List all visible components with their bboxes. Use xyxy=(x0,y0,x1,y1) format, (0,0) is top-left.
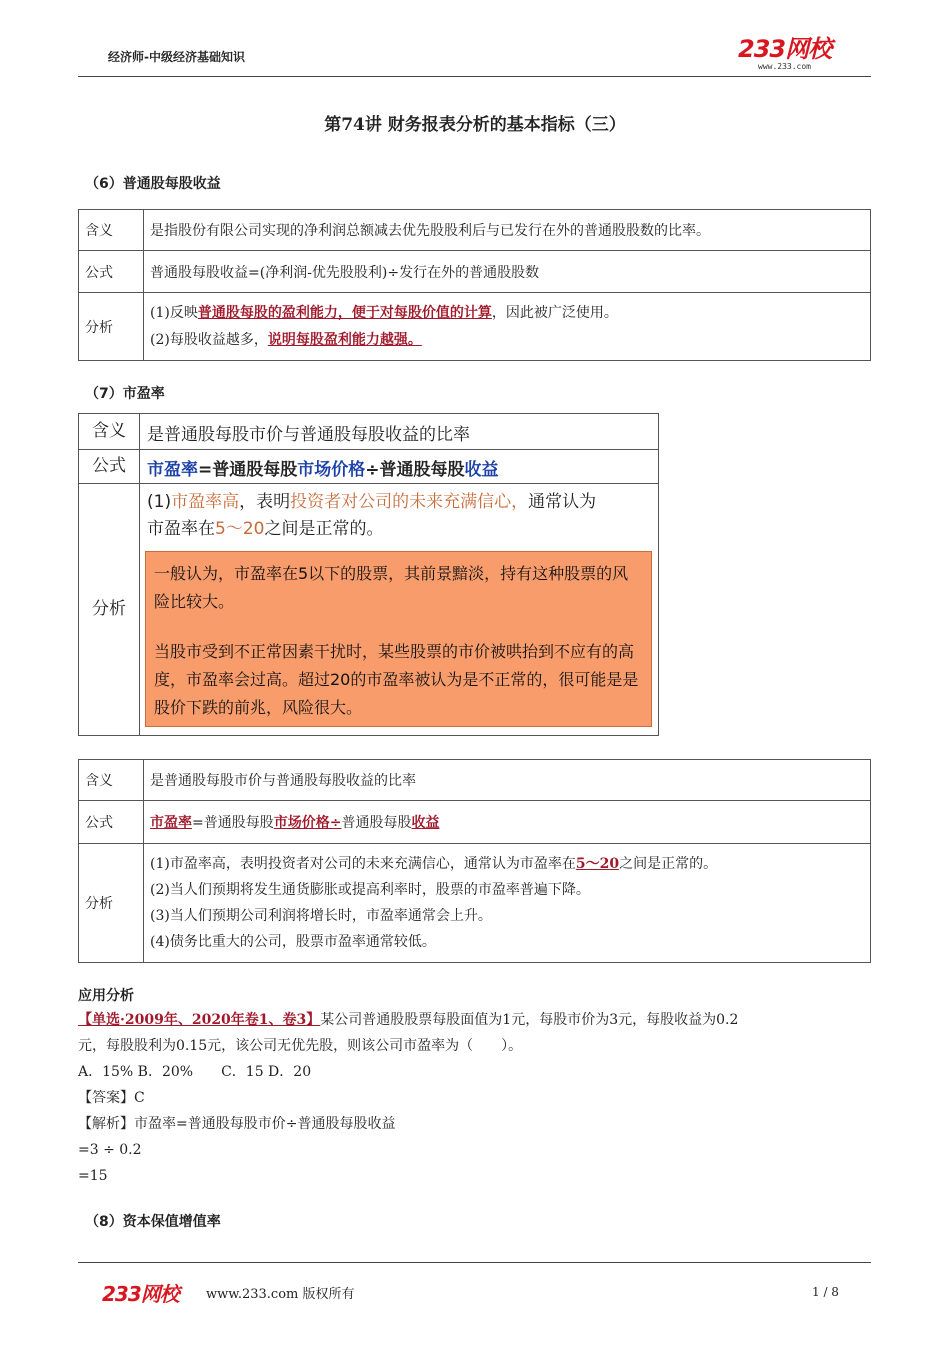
table-row xyxy=(79,760,871,801)
logo-url: www.233.com xyxy=(758,62,811,71)
answer-line: 【答案】C xyxy=(78,1090,145,1106)
row-key: 分析 xyxy=(79,484,140,735)
analysis-line: (3)当人们预期公司利润将增长时，市盈率通常会上升。 xyxy=(150,908,492,924)
highlight-text: 普通股每股的盈利能力，便于对每股价值的计算 xyxy=(197,304,492,321)
highlight-text: 市盈率高 xyxy=(171,492,240,512)
row-key: 公式 xyxy=(79,450,140,483)
question-text: 某公司普通股股票每股面值为1元，每股市价为3元，每股收益为0.2 xyxy=(320,1012,739,1028)
calc-line: =3 ÷ 0.2 xyxy=(78,1142,142,1158)
application-heading: 应用分析 xyxy=(78,988,134,1004)
note-paragraph: 一般认为，市盈率在5以下的股票，其前景黯淡，持有这种股票的风险比较大。 xyxy=(154,564,629,611)
formula-term: 市场价格 xyxy=(297,460,366,480)
row-value xyxy=(144,293,871,361)
logo-text: 233网校 xyxy=(738,35,832,63)
analysis-line: (4)债务比重大的公司，股票市盈率通常较低。 xyxy=(150,934,436,950)
row-value: 普通股每股收益=(净利润-优先股股利)÷发行在外的普通股股数 xyxy=(144,251,871,293)
brand-logo xyxy=(738,36,850,76)
formula-term: =普通股每股 xyxy=(192,815,274,831)
row-key: 含义 xyxy=(79,414,140,449)
highlight-text: 5～20 xyxy=(215,519,265,539)
question-block xyxy=(78,1007,878,1189)
row-key: 公式 xyxy=(79,251,144,293)
text: (1)市盈率高，表明投资者对公司的未来充满信心，通常认为市盈率在 xyxy=(150,856,576,872)
text: 市盈率在 xyxy=(147,519,215,539)
table-row xyxy=(79,801,871,844)
text: (2)每股收益越多， xyxy=(150,331,268,348)
row-value xyxy=(144,801,871,844)
table-row xyxy=(79,210,871,251)
question-tag: 【单选·2009年、2020年卷1、卷3】 xyxy=(78,1012,321,1028)
row-value: 是普通股每股市价与普通股每股收益的比率 xyxy=(144,760,871,801)
highlight-text: 5～20 xyxy=(575,856,620,872)
table-row xyxy=(79,251,871,293)
row-key: 分析 xyxy=(79,293,144,361)
header-course-title: 经济师-中级经济基础知识 xyxy=(108,50,245,64)
formula-term: 市场价格÷ xyxy=(273,815,342,831)
highlight-text: 投资者对公司的未来充满信心， xyxy=(290,492,529,512)
calc-line: =15 xyxy=(78,1168,108,1184)
analysis-line: (2)当人们预期将发生通货膨胀或提高利率时，股票的市盈率普遍下降。 xyxy=(150,882,590,898)
text: ，因此被广泛使用。 xyxy=(491,304,618,321)
row-value: 是指股份有限公司实现的净利润总额减去优先股股利后与已发行在外的普通股股数的比率。 xyxy=(144,210,871,251)
formula-term: ÷普通股每股 xyxy=(365,460,465,480)
formula-term: 普通股每股 xyxy=(341,815,412,831)
page-title: 第74讲 财务报表分析的基本指标（三） xyxy=(324,115,626,135)
table-row xyxy=(79,293,871,361)
pe-ratio-table xyxy=(78,759,871,963)
note-box xyxy=(145,551,652,727)
row-value xyxy=(147,489,657,543)
formula-term: 市盈率 xyxy=(147,460,198,480)
page-number: 1 / 8 xyxy=(812,1285,839,1299)
question-text: 元，每股股利为0.15元，该公司无优先股，则该公司市盈率为（ ）。 xyxy=(78,1038,523,1054)
row-value xyxy=(144,844,871,963)
text: 之间是正常的。 xyxy=(264,519,384,539)
question-options: A．15% B．20% C．15 D．20 xyxy=(78,1064,312,1080)
note-paragraph: 当股市受到不正常因素干扰时，某些股票的市价被哄抬到不应有的高度，市盈率会过高。超过20的市盈率被认为是不正常的，很可能是是股价下跌的前兆，风险很大。 xyxy=(154,642,639,717)
highlight-text: 说明每股盈利能力越强。 xyxy=(267,331,422,348)
formula-term: =普通股每股 xyxy=(198,460,298,480)
table-row xyxy=(79,414,658,450)
text: ，表明 xyxy=(239,492,291,512)
section-7-heading: （7）市盈率 xyxy=(85,386,165,402)
row-value xyxy=(147,455,499,480)
table-row xyxy=(79,450,658,484)
footer-logo: 233网校 xyxy=(102,1282,179,1306)
footer-divider xyxy=(78,1262,871,1263)
analysis-line: 【解析】市盈率=普通股每股市价÷普通股每股收益 xyxy=(78,1116,396,1132)
row-key: 分析 xyxy=(79,844,144,963)
footer-copyright: www.233.com 版权所有 xyxy=(206,1287,355,1302)
text: 之间是正常的。 xyxy=(619,856,718,872)
table-row xyxy=(79,844,871,963)
text: 通常认为 xyxy=(528,492,597,512)
row-key: 含义 xyxy=(79,210,144,251)
text: (1)反映 xyxy=(150,304,198,321)
row-key: 公式 xyxy=(79,801,144,844)
formula-term: 收益 xyxy=(411,815,440,831)
text: (1) xyxy=(147,492,172,512)
eps-table xyxy=(78,209,871,361)
formula-term: 收益 xyxy=(464,460,499,480)
section-8-heading: （8）资本保值增值率 xyxy=(85,1214,221,1230)
row-value: 是普通股每股市价与普通股每股收益的比率 xyxy=(147,425,470,445)
section-6-heading: （6）普通股每股收益 xyxy=(85,176,221,192)
row-key: 含义 xyxy=(79,760,144,801)
header-divider xyxy=(78,76,871,77)
formula-term: 市盈率 xyxy=(150,815,192,831)
